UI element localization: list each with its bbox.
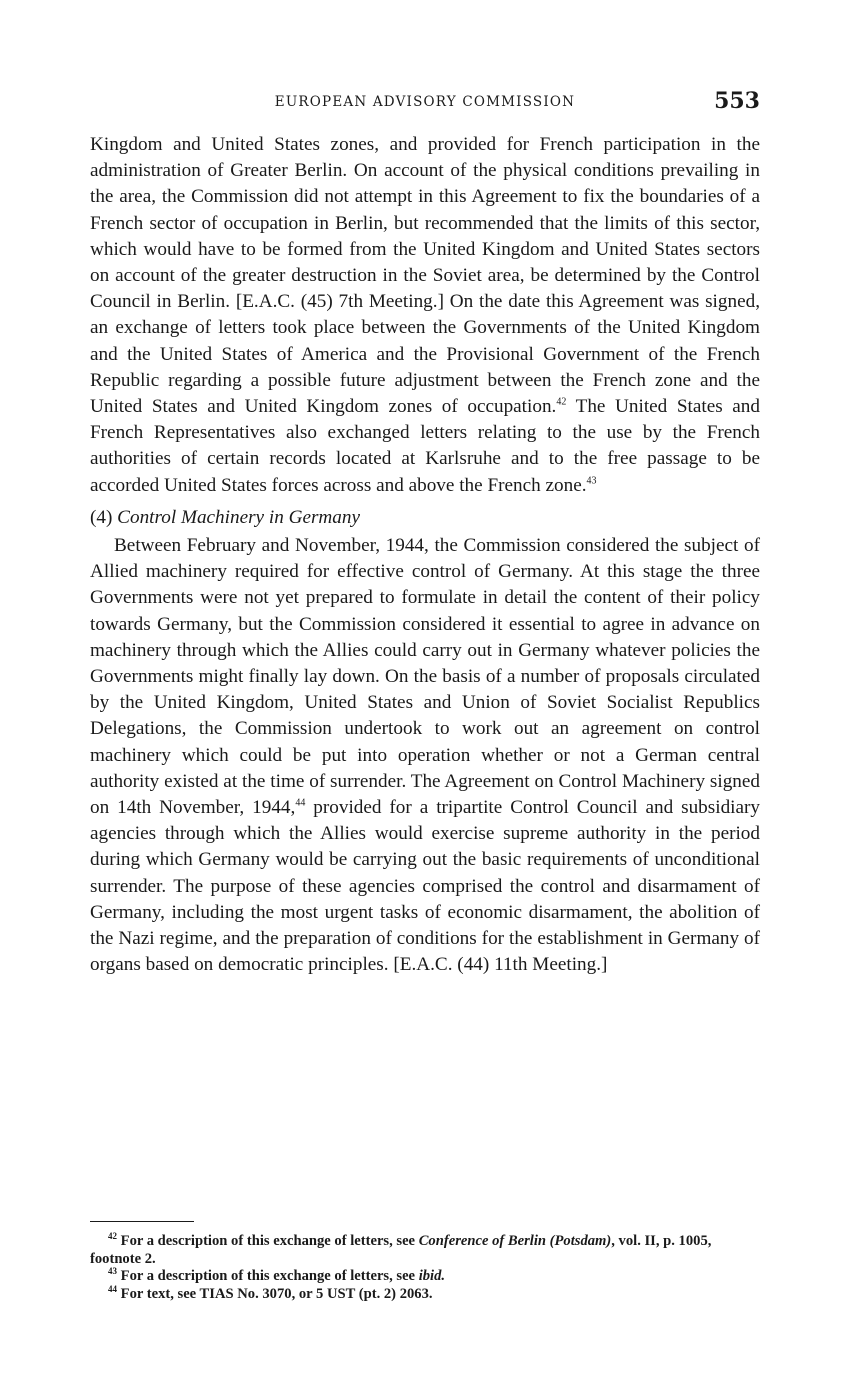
section-number: (4)	[90, 506, 113, 528]
section-title: Control Machinery in Germany	[117, 506, 360, 528]
footnote-citation: ibid.	[418, 1268, 446, 1285]
footnote-number: 44	[108, 1283, 117, 1294]
running-head: EUROPEAN ADVISORY COMMISSION	[274, 94, 576, 110]
footnote-number: 42	[108, 1231, 117, 1242]
page-header	[90, 88, 760, 118]
footnote-ref: 43	[586, 475, 597, 487]
section-heading	[90, 505, 760, 531]
footnote	[90, 1283, 760, 1304]
footnote-ref: 44	[295, 797, 306, 809]
paragraph	[90, 533, 760, 978]
footnote	[90, 1233, 760, 1268]
footnote	[90, 1268, 760, 1286]
footnote-divider	[90, 1221, 194, 1222]
footnote-text: , vol. II, p. 1005, footnote 2.	[90, 1233, 712, 1267]
footnote-text: For a description of this exchange of letters, see	[120, 1268, 419, 1285]
body-text	[90, 132, 760, 979]
paragraph-text: provided for a tripartite Control Council and subsidiary agencies through which the Allies would exercise supreme authority in the period during which Germany would be carrying out the basic requirements of unconditional surrender. The purpose of these agencies comprised the control and disarmament of Germany, including the most urgent tasks of economic disarmament, the abolition of the Nazi regime, and the preparation of conditions for the establishment in Germany of organs based on democratic principles. [E.A.C. (44) 11th Meeting.]	[90, 797, 760, 976]
footnote-text: For a description of this exchange of letters, see	[120, 1233, 419, 1249]
footnote-ref: 42	[556, 396, 567, 408]
footnotes	[90, 1233, 760, 1303]
paragraph-text: Between February and November, 1944, the Commission considered the subject of Allied machinery required for effective control of Germany. At this stage the three Governments were not yet prepared to formulate in detail the content of their policy towards Germany, but the Commission considered it essential to agree in advance on machinery through which the Allies could carry out in Germany whatever policies the Governments might finally lay down. On the basis of a number of proposals circulated by the United Kingdom, United States and Union of Soviet Socialist Republics Delegations, the Commission undertook to work out an agreement on control machinery which could be put into operation whether or not a German central authority existed at the time of surrender. The Agreement on Control Machinery signed on 14th November, 1944,	[90, 535, 760, 819]
footnote-citation: Conference of Berlin (Potsdam)	[418, 1233, 612, 1249]
footnote-text: For text, see TIAS No. 3070, or 5 UST (pt. 2) 2063.	[120, 1285, 433, 1302]
paragraph-text: The United States and French Representatives also exchanged letters relating to the use by the French authorities of certain records located at Karlsruhe and to the free passage to be accorded United States forces across and above the French zone.	[90, 396, 760, 496]
paragraph	[90, 132, 760, 499]
page-number: 553	[714, 88, 760, 114]
paragraph-text: Kingdom and United States zones, and provided for French participation in the administration of Greater Berlin. On account of the physical conditions prevailing in the area, the Commission did not attempt in this Agreement to fix the boundaries of a French sector of occupation in Berlin, but recommended that the limits of this sector, which would have to be formed from the United Kingdom and United States sectors on account of the greater destruction in the Soviet area, be determined by the Control Council in Berlin. [E.A.C. (45) 7th Meeting.] On the date this Agreement was signed, an exchange of letters took place between the Governments of the United Kingdom and the United States of America and the Provisional Government of the French Republic regarding a possible future adjustment between the French zone and the United States and United Kingdom zones of occupation.	[90, 134, 760, 418]
footnote-number: 43	[108, 1266, 117, 1277]
